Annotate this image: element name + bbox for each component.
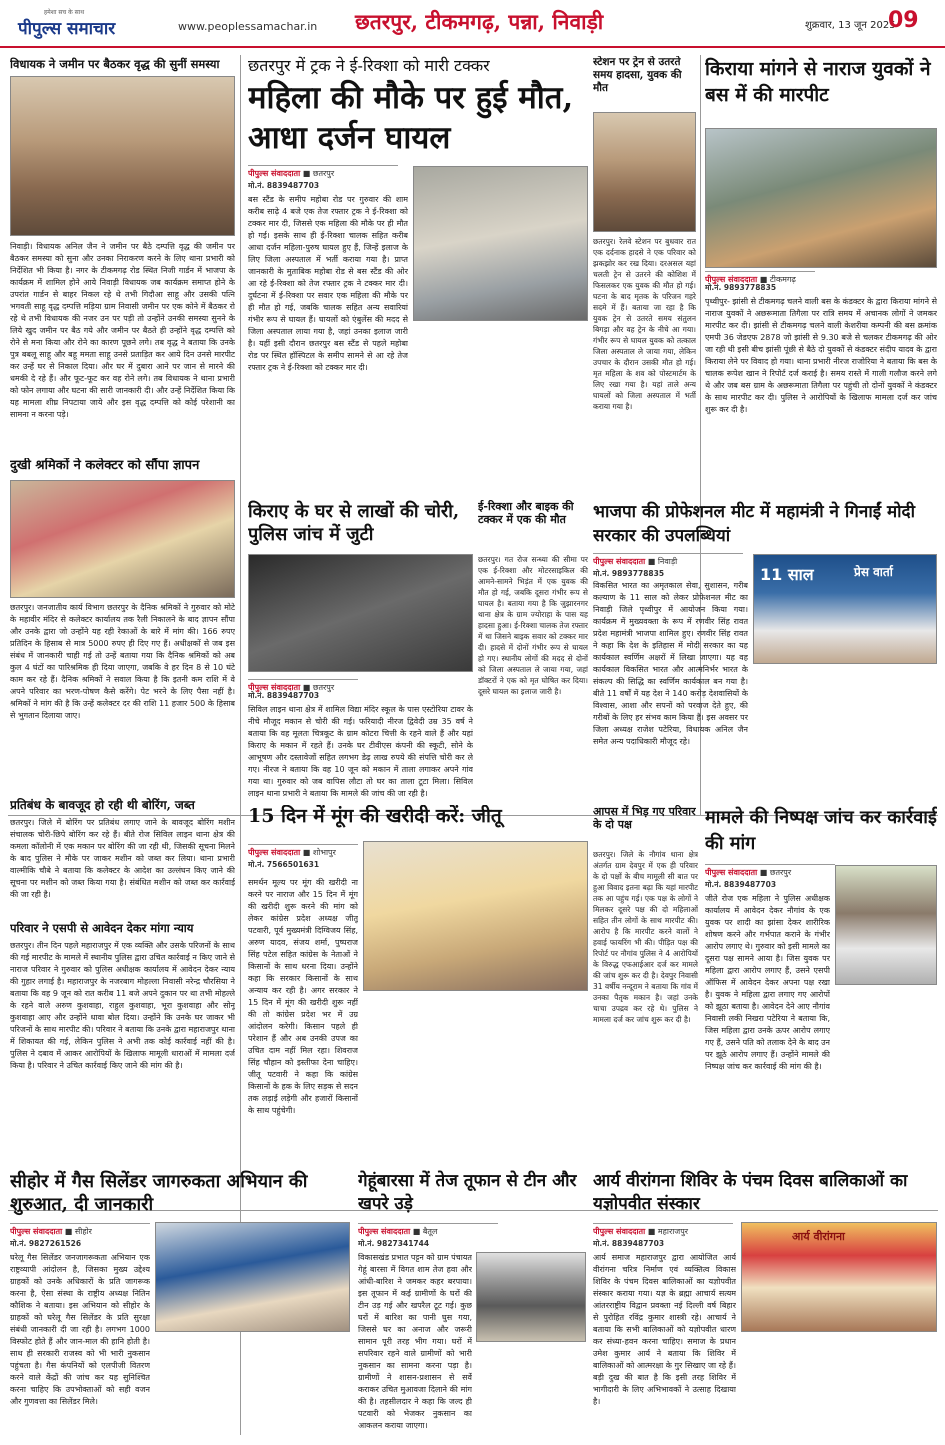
byline-name: पीपुल्स संवाददाता	[593, 1227, 646, 1236]
article-workers-memo	[10, 458, 235, 793]
byline: पीपुल्स संवाददाता ■ बैतूल	[358, 1223, 498, 1238]
headline: स्टेशन पर ट्रेन से उतरते समय हादसा, युवक की मौत	[593, 56, 682, 94]
masthead	[0, 0, 945, 48]
byline-mobile: मो.नं. 8839487703	[248, 691, 320, 700]
newspaper-logo[interactable]	[18, 8, 168, 42]
byline-place: सीहोर	[74, 1227, 92, 1236]
headline: आर्य वीरांगना शिविर के पंचम दिवस बालिकाओं का यज्ञोपवीत संस्कार	[593, 1171, 908, 1214]
article-body: छतरपुर। तीन दिन पहले महाराजपुर में एक व्यक्ति और उसके परिजनों के साथ की गई मारपीट के मामले में स्थानीय पुलिस द्वारा उचित कार्रवाई न किए जाने से नाराज परिवार ने गुरुवार को पुलिस अधीक्षक कार्यालय में आवेदन देकर न्याय की गुहार लगाई है। महाराजपुर के नजरबाग मोहल्ला निवासी नरेन्द्र चौरसिया ने बताया कि वह 9 जून को रात करीब 11 बजे अपने दुकान पर था तभी मोहल्ले के रहने वाले अरुण कुशवाहा, राहुल कुशवाहा, भूरा कुशवाहा और सोनू कुशवाहा आए और उन्होंने धावा बोल दिया। उन्होंने कि उनके घर जाकर भी परिजनों के साथ मारपीट की। परिवार ने बताया कि उनके द्वारा महाराजपुर थाना में शिकायत की गई, लेकिन पुलिस ने अभी तक कोई कार्रवाई नहीं की है। पुलिस ने दबाव में आकर आरोपियों के खिलाफ मामूली धाराओं में मामला दर्ज किया है। परिवार ने उचित कार्रवाई किए जाने की मांग की है।	[10, 941, 235, 1070]
article-body: घरेलू गैस सिलेंडर जनजागरूकता अभियान एक राष्ट्रव्यापी आंदोलन है, जिसका मुख्य उद्देश्य ग्राहकों को उनके अधिकारों के प्रति जागरूक करना है, ऐसा संस्था के राष्ट्रीय अध्यक्ष नितिन कौशिक ने बताया। इस अभियान को सीहोर के ग्राहकों को घरेलू गैस सिलेंडर के प्रति सुरक्षा संबंधी जानकारी दी जा रही है। लगभग 1000 विस्फोट होते हैं और जान-माल की हानि होती है। साथ ही सरकारी राजस्व को भी भारी नुकसान पहुंचता है। गैस कंपनियों को एलपीजी वितरण करने वाले केंद्रों की जांच कर यह सुनिश्चित करना चाहिए कि उपभोक्ताओं को सही वजन और गुणवत्ता का सिलेंडर मिले।	[10, 1253, 150, 1406]
photo-mla-elderly	[10, 76, 235, 236]
photo-cctv	[248, 554, 473, 672]
byline-name: पीपुल्स संवाददाता	[248, 169, 301, 178]
byline-place: टीकमगढ़	[769, 275, 796, 284]
headline: मामले की निष्पक्ष जांच कर कार्रवाई की मांग	[705, 807, 937, 854]
photo-hospital	[413, 166, 588, 321]
headline: दुखी श्रमिकों ने कलेक्टर को सौंपा ज्ञापन	[10, 458, 200, 473]
article-bus-assault	[705, 56, 937, 496]
byline-mobile: मो.नं. 9893778835	[593, 569, 665, 578]
article-moong	[248, 805, 588, 1205]
issue-date: शुक्रवार, 13 जून 2025	[805, 20, 896, 31]
kicker: छतरपुर में ट्रक ने ई-रिक्शा को मारी टक्कर	[248, 56, 490, 75]
headline: ई-रिक्शा और बाइक की टक्कर में एक की मौत	[478, 500, 574, 526]
byline: पीपुल्स संवाददाता ■ छतरपुर	[705, 864, 835, 879]
byline-mobile: मो.नं. 9827341744	[358, 1239, 430, 1248]
photo-station	[593, 112, 696, 232]
article-body: पृथ्वीपुर- झांसी से टीकमगढ़ चलने वाली बस के कंडक्टर के द्वारा किराया मांगने से नाराज युवकों ने अछरूमाता तिगैला पर रात्रि समय में अचानक लोगों ने जमकर मारपीट कर दी। झांसी से टीकमगढ़ चलने वाली केशरीया कम्पनी की बस क्रमांक एमपी 36 जेडएफ 2878 जो झांसी से 9.30 बजे से चलकर टीकमगढ़ की ओर जा रही थी इसी बीच झांसी पूंछी से बैठे दो युवकों से कंडक्टर संदीप यादव के द्वारा किराया लेने पर विवाद हो गया। थाना प्रभारी नीरज राजोरिया ने बताया कि बस के चालक रूपेश खान ने रिपोर्ट दर्ज कराई है। समय रास्ते में गाली गलौज करने लगे थे और जब बस ग्राम के अछरूमाता तिगैला पर पहुंची तो दोनों युवकों ने कंडक्टर के साथ मारपीट कर दी। पुलिस ने आरोपियों के खिलाफ मामला दर्ज कर जांच शुरू कर दी है।	[705, 297, 937, 414]
byline-mobile: मो.नं. 8839487703	[248, 181, 320, 190]
article-body: छतरपुर। जिले के नौगांव थाना क्षेत्र अंतर्गत ग्राम देवपुर में एक ही परिवार के दो पक्षों के बीच मामूली सी बात पर हुआ विवाद इतना बढ़ा कि यहां मारपीट तक आ पहुंच गई। एक पक्ष के लोगों ने मिलकर दूसरे पक्ष की दो महिलाओं सहित तीन लोगों के साथ मारपीट की। आरोप है कि मारपीट करने वालों ने हवाई फायरिंग भी की। पीड़ित पक्ष की रिपोर्ट पर नौगांव पुलिस ने 4 आरोपियों के विरुद्ध एफआईआर दर्ज कर मामले की जांच शुरू कर दी है। देवपुर निवासी 31 वर्षीय नन्दूराम ने बताया कि गांव में उनका पैतृक मकान है। जहां उनके चाचा उपद्रव कर रहे थे। पुलिस ने मामला दर्ज कर जांच शुरू कर दी है।	[593, 850, 698, 1024]
photo-bus	[705, 128, 937, 268]
headline: 15 दिन में मूंग की खरीदी करें: जीतू	[248, 805, 502, 827]
photo-damaged-roof	[476, 1252, 586, 1342]
byline-place: निवाड़ी	[657, 557, 678, 566]
logo-tagline: हमेशा सच के साथ	[44, 9, 85, 16]
photo-gas-campaign	[155, 1222, 350, 1332]
article-family-justice	[10, 920, 235, 1165]
byline-mobile: मो.नं. 8839487703	[593, 1239, 665, 1248]
headline: किराया मांगने से नाराज युवकों ने बस में की मारपीट	[705, 58, 931, 106]
byline-place: महाराजपुर	[657, 1227, 689, 1236]
headline: परिवार ने एसपी से आवेदन देकर मांगा न्याय	[10, 921, 194, 935]
byline-name: पीपुल्स संवाददाता	[705, 868, 758, 877]
headline: प्रतिबंध के बावजूद हो रही थी बोरिंग, जब्त	[10, 798, 195, 812]
website-link[interactable]: www.peoplessamachar.in	[178, 20, 318, 33]
byline-place: शोभापुर	[312, 848, 336, 857]
article-body: निवाड़ी। विधायक अनिल जैन ने जमीन पर बैठे दम्पत्ति वृद्ध की जमीन पर बैठकर समस्या को सुना और उनका निराकरण करने के लिए थाना प्रभारी को निर्देशित भी किया है। नगर के टीकमगढ़ रोड स्थित निजी गार्डन में भाजपा के कार्यक्रम में शामिल होने आये निवाड़ी विधायक जब कार्यक्रम समाप्त होने के उपरांत गार्डन से बाहर निकल रहे थे तभी गिदौआ साहू और उसकी पत्नि भगवती साहू वृद्ध दम्पत्ति मड़िया ग्राम निवासी जमीन पर एक कोने में बैठकर रो रहे थे तभी विधायक की नजर उन पर पड़ी तो उन्होंने उनकी समस्या सुनने के लिये खुद जमीन पर बैठ गये और जमीन पर बैठते ही उन्होंने वृद्ध दम्पत्ति को रोने से मना किया और रोने का कारण पूछने लगे। तब वृद्ध ने बताया कि उनके पुत्र बबलू साहू और बहू ममता साहू उनसे प्रताड़ित कर आये दिन उनसे मारपीट कर उन्हें घर से निकाल दिया। और घर में दुबारा आने पर जान से मारने की धमकी दे रहे हैं। और फूट-फूट कर वह रोने लगे। तब विधायक ने थाना प्रभारी को फोन लगाया और घटना की सारी जानकारी दी। और उन्हें निर्देशित किया कि यह मामला शीघ्र निपटाया जाये और इस वृद्ध दम्पत्ति को कोई परेशानी का सामना न करना पड़े।	[10, 242, 235, 419]
photo-banner: आर्य वीरांगना	[792, 1230, 845, 1243]
photo-applicant	[835, 865, 937, 985]
article-bjp-meet	[593, 500, 937, 800]
byline-place: छतरपुर	[312, 169, 335, 178]
photo-caption: 11 साल	[760, 565, 814, 584]
headline: सीहोर में गैस सिलेंडर जागरुकता अभियान की शुरुआत, दी जानकारी	[10, 1171, 308, 1215]
article-body: समर्थन मूल्य पर मूंग की खरीदी ना करने पर नाराज और 15 दिन में मूंग की खरीदी शुरू करने की मांग को लेकर कांग्रेस प्रदेश अध्यक्ष जीतू पटवारी, पूर्व मुख्यमंत्री दिग्विजय सिंह, अरुण यादव, संजय शर्मा, पुष्पराज सिंह पटेल सहित कांग्रेस के नेताओं ने किसानों के साथ धरना दिया। उन्होंने कहा कि सरकार किसानों के साथ अन्याय कर रही है। अगर सरकार ने 15 दिन में मूंग की खरीदी शुरू नहीं की तो कांग्रेस प्रदेश भर में उग्र आंदोलन करेगी। किसान पहले ही परेशान हैं और अब उनकी उपज का उचित दाम नहीं मिल रहा। शिवराज सिंह चौहान को इस्तीफा देना चाहिए। जीतू पटवारी ने कहा कि कांग्रेस किसानों के हक के लिए सड़क से सदन तक लड़ाई लड़ेगी और हजारों किसानों के साथ पहुंचेगी।	[248, 878, 358, 1115]
article-body: विकासखंड प्रभात पट्टन को ग्राम पंचायत गेहूं बारसा में विगत शाम तेज हवा और आंधी-बारिश ने जमकर कहर बरपाया। इस तूफान में कई ग्रामीणों के घरों की टीन उड़ गई और खपरैल टूट गई। कुछ घरों में बारिश का पानी घुस गया, जिससे घर का अनाज और जरूरी सामान पूरी तरह भीग गया। घरों में सपरिवार रहने वाले ग्रामीणों को भारी नुकसान का सामना करना पड़ा है। ग्रामीणों ने शासन-प्रशासन से सर्वे कराकर उचित मुआवजा दिलाने की मांग की है। तहसीलदार ने कहा कि जल्द ही पटवारी को भेजकर नुकसान का आकलन कराया जाएगा।	[358, 1253, 472, 1430]
article-family-clash	[593, 805, 698, 1205]
byline-place: छतरपुर	[312, 683, 335, 692]
page-number: 09	[888, 8, 919, 33]
article-gas-awareness	[10, 1170, 350, 1438]
article-body: जीते रोज एक महिला ने पुलिस अधीक्षक कार्यालय में आवेदन देकर नौगांव के एक युवक पर शादी का झांसा देकर शारीरिक शोषण करने और गर्भपात कराने के गंभीर आरोप लगाए थे। गुरुवार को इसी मामले का दूसरा पक्ष सामने आया है। जिस युवक पर महिला द्वारा आरोप लगाए हैं, उसने एसपी ऑफिस में आवेदन देकर अपना पक्ष रखा है। युवक ने महिला द्वारा लगाए गए आरोपों को झूठा बताया है। आवेदन देने आए नौगांव निवासी लकी निखरा पटेरिया ने बताया कि, जिस महिला द्वारा उनके ऊपर आरोप लगाए गए हैं, उसने पति को तलाक देने के बाद उन पर झूठे आरोप लगाए हैं। उन्होंने मामले की निष्पक्ष जांच कर कार्रवाई की मांग की है।	[705, 894, 830, 1071]
article-storm	[358, 1170, 586, 1438]
byline-name: पीपुल्स संवाददाता	[358, 1227, 411, 1236]
article-body: बस स्टैंड के समीप महोबा रोड पर गुरुवार की शाम करीब साढ़े 4 बजे एक तेज रफ्तार ट्रक ने ई-रिक्शा को टक्कर मार दी, जिससे एक महिला की मौके पर ही मौत हो गई। इसके साथ ही ई-रिक्शा चालक सहित करीब आधा दर्जन महिला-पुरुष घायल हुए हैं, जिन्हें इलाज के लिए जिला अस्पताल में भर्ती कराया गया है। प्राप्त जानकारी के मुताबिक महोबा रोड से बस स्टैंड की ओर आ रहे ई-रिक्शा को तेज रफ्तार ट्रक ने टक्कर मार दी। दुर्घटना में ई-रिक्शा पर सवार एक महिला की मौके पर ही मौत हो गई, जबकि चालक सहित अन्य सवारियां गंभीर रूप से घायल हैं। घायलों को एंबुलेंस की मदद से जिला अस्पताल लाया गया है, जहां उनका इलाज जारी है। यहीं इसी दौरान छतरपुर बस स्टैंड से पहले महोबा रोड पर स्थित हॉस्पिटल के समीप सामने से आ रहे तेज रफ्तार ट्रक ने ई-रिक्शा को टक्कर मार दी।	[248, 195, 408, 372]
byline: पीपुल्स संवाददाता ■ सीहोर	[10, 1223, 150, 1238]
byline-name: पीपुल्स संवाददाता	[705, 275, 758, 284]
byline-mobile: मो.नं. 8839487703	[705, 880, 777, 889]
article-body: आर्य समाज महाराजपुर द्वारा आयोजित आर्य वीरांगना चरित्र निर्माण एवं व्यक्तित्व विकास शिविर के पंचम दिवस बालिकाओं का यज्ञोपवीत संस्कार कराया गया। यज्ञ के ब्रह्मा आचार्य सत्यम आंतरराष्ट्रीय विद्वान प्रवक्ता नई दिल्ली वर्ष बिहार से पुरोहित रविंद्र कुमार शास्त्री रहे। आचार्य ने बताया कि सभी बालिकाओं को यज्ञोपवीत धारण कर संध्या-हवन करना चाहिए। समाज के प्रधान उमेश कुमार आर्य ने बताया कि शिविर में बालिकाओं को आत्मरक्षा के गुर सिखाए जा रहे हैं। बड़ी दुख की बात है कि इसी तरह शिविर में भागीदारी के लिए अभिभावकों ने उत्साह दिखाया है।	[593, 1253, 736, 1406]
photo-camp-girls	[741, 1222, 937, 1332]
article-boring-seized	[10, 797, 235, 915]
byline-name: पीपुल्स संवाददाता	[248, 683, 301, 692]
byline-place: छतरपुर	[769, 868, 792, 877]
article-truck-accident	[248, 56, 588, 496]
byline-name: पीपुल्स संवाददाता	[10, 1227, 63, 1236]
article-fair-probe	[705, 805, 937, 1205]
byline: पीपुल्स संवाददाता ■ शोभापुर	[248, 844, 358, 859]
article-mla-listens	[10, 56, 235, 451]
article-body: छतरपुर। रेलवे स्टेशन पर बुधवार रात एक दर्दनाक हादसे ने एक परिवार को झकझोर कर रख दिया। दरअसल यहां चलती ट्रेन से उतरने की कोशिश में फिसलकर एक युवक की मौत हो गई। घटना के बाद मृतक के परिजन गहरे सदमे में हैं। बताया जा रहा है कि युवक ट्रेन से उतरते समय संतुलन बिगड़ा और वह ट्रेन के नीचे आ गया। गंभीर रूप से घायल युवक को तत्काल जिला अस्पताल ले जाया गया, लेकिन उपचार के दौरान उसकी मौत हो गई। मृत महिला के शव को पोस्टमार्टम के लिए रखा गया है। यहां ताले अन्य घायलों को जिला अस्पताल में भर्ती कराया गया है।	[593, 237, 696, 411]
section-title: छतरपुर, टीकमगढ़, पन्ना, निवाड़ी	[355, 9, 604, 34]
article-arya-camp	[593, 1170, 937, 1438]
byline: पीपुल्स संवाददाता ■ छतरपुर	[248, 679, 358, 694]
headline: गेहूंबारसा में तेज तूफान से टीन और खपरे उड़े	[358, 1171, 577, 1214]
photo-rally	[10, 480, 235, 598]
headline: किराए के घर से लाखों की चोरी, पुलिस जांच में जुटी	[248, 501, 460, 545]
article-body: छतरपुर। जिले में बोरिंग पर प्रतिबंध लगाए जाने के बावजूद बोरिंग मशीन संचालक चोरी-छिपे बोरिंग कर रहे हैं। बीते रोज सिविल लाइन थाना क्षेत्र की कमला कॉलोनी में एक मकान पर बोरिंग की जा रही थी, जिसकी सूचना मिलने के बाद पुलिस ने मौके पर जाकर मशीन को जब्त कर लिया। थाना प्रभारी वाल्मीकि चौबे ने बताया कि कलेक्टर के आदेश का उल्लंघन किए जाने की सूचना पर मशीन को जब्त किया गया है। संबंधित मशीन को जब्त कर कार्रवाई की जा रही है।	[10, 818, 235, 899]
headline: आपस में भिड़ गए परिवार के दो पक्ष	[593, 805, 696, 831]
byline: पीपुल्स संवाददाता ■ टीकमगढ़	[705, 271, 815, 286]
article-station-accident	[593, 56, 696, 496]
byline-mobile: मो.नं. 9827261526	[10, 1239, 82, 1248]
byline-mobile: मो.नं. 7566501631	[248, 860, 320, 869]
photo-press-conference	[753, 554, 937, 664]
byline: पीपुल्स संवाददाता ■ महाराजपुर	[593, 1223, 733, 1238]
logo-name: पीपुल्स समाचार	[18, 19, 116, 39]
headline: भाजपा की प्रोफेशनल मीट में महामंत्री ने गिनाईं मोदी सरकार की उपलब्धियां	[593, 502, 915, 546]
article-body: छतरपुर। गत रोज सन्ध्या की सीमा पर एक ई-रिक्शा और मोटरसाइकिल की आमने-सामने भिड़ंत में एक युवक की मौत हो गई, जबकि दूसरा गंभीर रूप से घायल है। बताया गया है कि जुझारनगर थाना क्षेत्र के ग्राम ज्योराहा के पास यह हादसा हुआ। ई-रिक्शा चालक तेज रफ्तार में था जिसने बाइक सवार को टक्कर मार दी। हादसे में दोनों गंभीर रूप से घायल हो गए। स्थानीय लोगों की मदद से दोनों को जिला अस्पताल ले जाया गया, जहां डॉक्टरों ने एक को मृत घोषित कर दिया। दूसरे घायल का इलाज जारी है।	[478, 555, 588, 696]
byline: पीपुल्स संवाददाता ■ छतरपुर	[248, 165, 398, 180]
article-body: छतरपुर। जनजातीय कार्य विभाग छतरपुर के दैनिक श्रमिकों ने गुरुवार को मोटे के महावीर मंदिर से कलेक्टर कार्यालय तक रैली निकालने के बाद ज्ञापन सौंपा और उनके द्वारा जो उन्होंने यह रही रेकाओं के बारे में मांग की। 166 रुपए प्रतिदिन के हिसाब से मात्र 5000 रुपए ही दिए गए हैं। अधीक्षकों से जब इस संबंध में जानकारी चाही गई तो उन्हें बताया गया कि दैनिक श्रमिकों को अब कुल 4 घंटों का पारिश्रमिक ही दिया जाएगा, जबकि वे हर दिन 8 से 10 घंटे काम कर रहे हैं। दैनिक श्रमिकों ने सवाल किया है कि इतनी कम राशि में वे अपने परिवार का भरण-पोषण कैसे करेंगे। पेट भरने के लिए पैसा नहीं है। श्रमिकों ने मांग की है कि उन्हें कलेक्टर दर की राशि 11 हजार 500 के हिसाब से भुगतान दिलाया जाए।	[10, 603, 235, 720]
byline-mobile: मो.नं. 9893778835	[705, 283, 777, 292]
article-theft	[248, 500, 473, 800]
photo-banner: प्रेस वार्ता	[854, 565, 893, 579]
byline-place: बैतूल	[422, 1227, 438, 1236]
photo-congress-rally	[363, 841, 588, 991]
headline: विधायक ने जमीन पर बैठकर वृद्ध की सुनीं समस्या	[10, 57, 220, 71]
article-body: सिविल लाइन थाना क्षेत्र में शामिल विद्या मंदिर स्कूल के पास एस्टोरिया टावर के नीचे मौजूद मकान से चोरी की गई। फरियादी नीरज द्विवेदी उम्र 35 वर्ष ने बताया कि वह मूलतः चित्रकूट के ग्राम कोटरा चित्ती के रहने वाले हैं और यहां किराए के मकान में रहते हैं। उनके घर टीवीएस कंपनी की स्कूटी, सोने के आभूषण और दस्तावेजों सहित लगभग डेढ़ लाख रुपये की संपत्ति चोरी कर ले गए। नीरज ने बताया कि वह 10 जून को मकान में ताला लगाकर अपने गांव गया था। गुरुवार को जब वापिस लौटा तो घर का ताला टूटा मिला। सिविल लाइन थाना प्रभारी ने बताया कि मामले की जांच की जा रही है।	[248, 705, 473, 798]
byline: पीपुल्स संवाददाता ■ निवाड़ी	[593, 553, 743, 568]
article-erickshaw-bike	[478, 500, 588, 800]
headline: महिला की मौके पर हुई मौत, आधा दर्जन घायल	[248, 80, 574, 156]
article-body: विकसित भारत का अमृतकाल सेवा, सुशासन, गरीब कल्याण के 11 साल को लेकर प्रोफेशनल मीट का निवाड़ी जिले पृथ्वीपुर में आयोजन किया गया। कार्यक्रम में मुख्यवक्ता के रूप में रणवीर सिंह रावत प्रदेश महामंत्री भाजपा शामिल हुए। रणवीर सिंह रावत ने कहा कि देश के इतिहास में मोदी सरकार का यह कार्यकाल स्वर्णिम अक्षरों में लिखा जाएगा। यह वह कार्यकाल विकसित भारत और आत्मनिर्भर भारत के संकल्प की सिद्धि का स्वर्णिम कार्यकाल बन गया है। बीते 11 वर्षों में यह देश ने 140 करोड़ देशवासियों के विश्वास, आशा और सपनों को परवाज देते हुए, की गरीबों के लिए हर संभव काम किया है। इस अवसर पर जिला अध्यक्ष राजेश पटेरिया, विधायक अनिल जैन समेत अन्य पदाधिकारी मौजूद रहे।	[593, 581, 748, 746]
byline-name: पीपुल्स संवाददाता	[593, 557, 646, 566]
byline-name: पीपुल्स संवाददाता	[248, 848, 301, 857]
